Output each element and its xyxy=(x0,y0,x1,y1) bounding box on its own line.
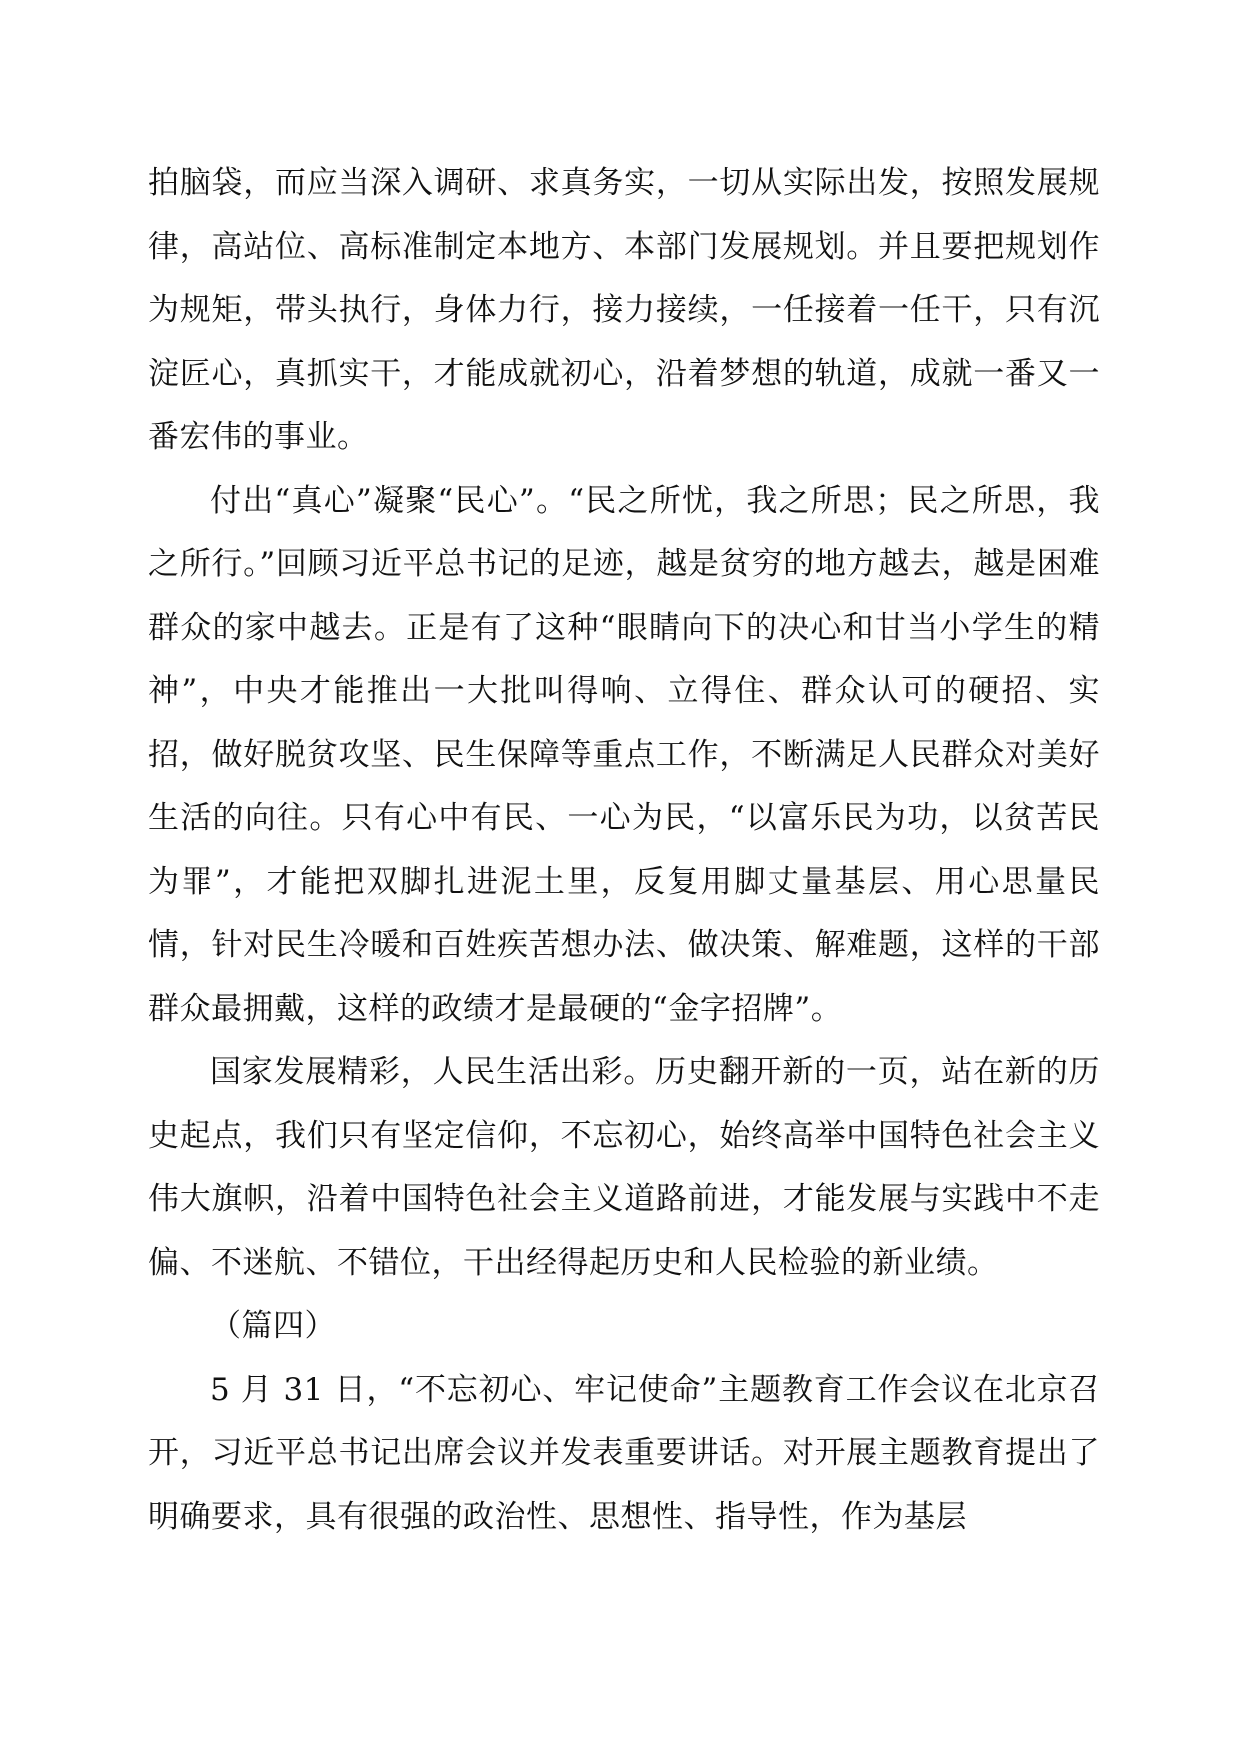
paragraph-national-development: 国家发展精彩，人民生活出彩。历史翻开新的一页，站在新的历史起点，我们只有坚定信仰，不忘初心，始终高举中国特色社会主义伟大旗帜，沿着中国特色社会主义道路前进，才能发展与实践中不走偏、不迷航、不错位，干出经得起历史和人民检验的新业绩。 xyxy=(148,1054,1100,1281)
body-text xyxy=(148,152,1100,1549)
section-heading-part-four: （篇四） xyxy=(210,1308,336,1344)
paragraph-true-heart: 付出“真心”凝聚“民心”。“民之所忧，我之所思；民之所思，我之所行。”回顾习近平总书记的足迹，越是贫穷的地方越去，越是困难群众的家中越去。正是有了这种“眼睛向下的决心和甘当小学生的精神”，中央才能推出一大批叫得响、立得住、群众认可的硬招、实招，做好脱贫攻坚、民生保障等重点工作，不断满足人民群众对美好生活的向往。只有心中有民、一心为民，“以富乐民为功，以贫苦民为罪”，才能把双脚扎进泥土里，反复用脚丈量基层、用心思量民情，针对民生冷暖和百姓疾苦想办法、做决策、解难题，这样的干部群众最拥戴，这样的政绩才是最硬的“金字招牌”。 xyxy=(148,482,1100,1027)
paragraph-may-31-meeting: 5 月 31 日，“不忘初心、牢记使命”主题教育工作会议在北京召开，习近平总书记出席会议并发表重要讲话。对开展主题教育提出了明确要求，具有很强的政治性、思想性、指导性，作为基层 xyxy=(148,1371,1100,1535)
paragraph-continuation: 拍脑袋，而应当深入调研、求真务实，一切从实际出发，按照发展规律，高站位、高标准制定本地方、本部门发展规划。并且要把规划作为规矩，带头执行，身体力行，接力接续，一任接着一任干，只有沉淀匠心，真抓实干，才能成就初心，沿着梦想的轨道，成就一番又一番宏伟的事业。 xyxy=(148,165,1100,455)
